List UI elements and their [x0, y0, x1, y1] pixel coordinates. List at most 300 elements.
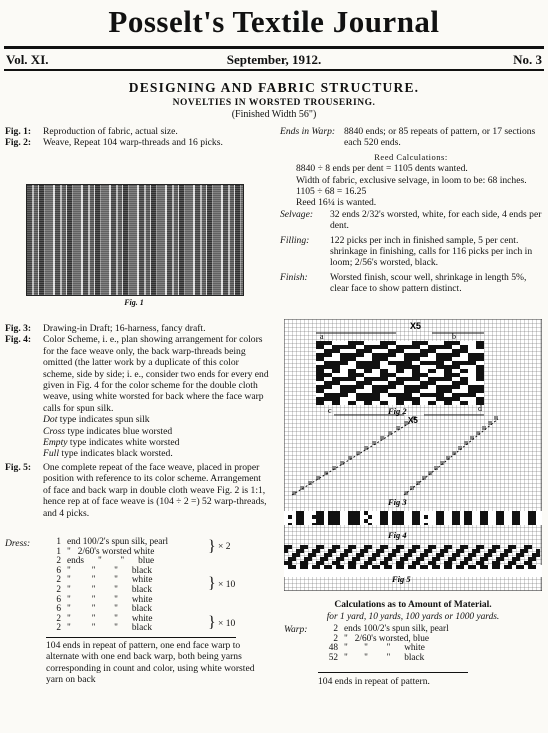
color-stripe-black: [512, 511, 516, 525]
weave-cell: [336, 349, 340, 353]
weave-cell: [352, 377, 356, 381]
weave-cell: [476, 357, 480, 361]
material-row: 2 ends 100/2's spun silk, pearl: [333, 624, 449, 634]
twill-cell: [456, 553, 460, 557]
twill-cell: [472, 553, 476, 557]
twill-cell: [332, 561, 336, 565]
weave-cell: [476, 353, 480, 357]
weave-cell: [416, 373, 420, 377]
twill-cell: [520, 565, 524, 569]
weave-cell: [352, 373, 356, 377]
weave-cell: [332, 397, 336, 401]
weave-cell: [328, 341, 332, 345]
twill-cell: [364, 549, 368, 553]
weave-cell: [348, 373, 352, 377]
weave-cell: [424, 353, 428, 357]
type-legend: Dot type indicates spun silk Cross type indicates blue worsted Empty type indicates white worsted Full type indicates black worsted.: [43, 414, 180, 460]
weave-cell: [356, 397, 360, 401]
weave-cell: [364, 345, 368, 349]
twill-cell: [376, 565, 380, 569]
weave-cell: [436, 393, 440, 397]
weave-cell: [360, 353, 364, 357]
twill-cell: [500, 557, 504, 561]
twill-cell: [340, 557, 344, 561]
twill-cell: [296, 549, 300, 553]
weave-cell: [416, 397, 420, 401]
weave-cell: [328, 385, 332, 389]
weave-cell: [352, 357, 356, 361]
weave-cell: [352, 369, 356, 373]
weave-cell: [444, 373, 448, 377]
weave-cell: [392, 349, 396, 353]
weave-cell: [376, 385, 380, 389]
weave-cell: [376, 353, 380, 357]
color-stripe-black: [500, 511, 504, 525]
weave-cell: [424, 385, 428, 389]
twill-cell: [316, 565, 320, 569]
weave-cell: [464, 393, 468, 397]
weave-cell: [456, 381, 460, 385]
twill-cell: [424, 553, 428, 557]
color-stripe-black: [328, 511, 332, 525]
twill-cell: [372, 553, 376, 557]
fig1-caption: Fig. 1: [124, 298, 144, 307]
weave-cell: [352, 341, 356, 345]
twill-cell: [400, 557, 404, 561]
weave-cell: [440, 385, 444, 389]
weave-cell: [336, 381, 340, 385]
twill-cell: [384, 545, 388, 549]
weave-cell: [396, 397, 400, 401]
weave-cell: [412, 365, 416, 369]
color-stripe-silk: [364, 511, 368, 525]
color-stripe-black: [440, 511, 444, 525]
weave-cell: [368, 361, 372, 365]
twill-cell: [368, 557, 372, 561]
repeat-note: 104 ends in repeat of pattern, one end face warp to alternate with one end back warp, both being yarns corresponding in count and color, using white worsted yarn on back: [46, 640, 255, 686]
twill-cell: [364, 545, 368, 549]
twill-cell: [336, 557, 340, 561]
color-stripe-black: [516, 511, 520, 525]
weave-cell: [468, 389, 472, 393]
weave-cell: [408, 377, 412, 381]
twill-cell: [532, 557, 536, 561]
color-stripe-black: [456, 511, 460, 525]
weave-cell: [368, 377, 372, 381]
weave-cell: [452, 341, 456, 345]
weave-cell: [324, 397, 328, 401]
twill-cell: [420, 557, 424, 561]
weave-cell: [368, 369, 372, 373]
weave-cell: [468, 393, 472, 397]
weave-cell: [432, 401, 436, 405]
weave-cell: [440, 345, 444, 349]
twill-cell: [288, 545, 292, 549]
color-stripe-black: [396, 511, 400, 525]
weave-cell: [472, 361, 476, 365]
weave-cell: [384, 401, 388, 405]
weave-cell: [356, 381, 360, 385]
weave-cell: [364, 349, 368, 353]
weave-cell: [332, 365, 336, 369]
twill-cell: [512, 557, 516, 561]
weave-cell: [320, 401, 324, 405]
weave-cell: [380, 353, 384, 357]
twill-cell: [536, 553, 540, 557]
weave-cell: [464, 361, 468, 365]
weave-cell: [316, 357, 320, 361]
weave-cell: [344, 393, 348, 397]
twill-cell: [408, 553, 412, 557]
weave-cell: [360, 381, 364, 385]
weave-cell: [436, 357, 440, 361]
weave-cell: [388, 349, 392, 353]
weave-cell: [448, 369, 452, 373]
weave-cell: [376, 345, 380, 349]
twill-cell: [396, 561, 400, 565]
weave-cell: [344, 377, 348, 381]
color-stripe-black: [348, 511, 352, 525]
weave-cell: [480, 341, 484, 345]
twill-cell: [428, 561, 432, 565]
weave-cell: [448, 397, 452, 401]
twill-cell: [492, 549, 496, 553]
dress-row: 2 " " " white: [56, 575, 153, 586]
twill-cell: [332, 545, 336, 549]
weave-cell: [412, 353, 416, 357]
weave-cell: [444, 357, 448, 361]
twill-cell: [516, 557, 520, 561]
weave-cell: [320, 389, 324, 393]
twill-cell: [372, 565, 376, 569]
weave-cell: [356, 365, 360, 369]
twill-cell: [492, 565, 496, 569]
x5-top-label: X5: [410, 321, 422, 331]
twill-cell: [388, 557, 392, 561]
twill-cell: [312, 553, 316, 557]
weave-cell: [336, 393, 340, 397]
weave-cell: [408, 393, 412, 397]
dress-row: 1 " 2/60's worsted white: [56, 546, 155, 557]
weave-cell: [368, 393, 372, 397]
twill-cell: [536, 549, 540, 553]
weave-cell: [360, 349, 364, 353]
weave-cell: [324, 373, 328, 377]
weave-cell: [412, 389, 416, 393]
weave-cell: [364, 393, 368, 397]
weave-cell: [448, 353, 452, 357]
weave-cell: [448, 377, 452, 381]
weave-cell: [320, 345, 324, 349]
weave-cell: [364, 381, 368, 385]
weave-cell: [408, 365, 412, 369]
weave-cell: [332, 377, 336, 381]
twill-cell: [468, 557, 472, 561]
weave-cell: [376, 361, 380, 365]
weave-cell: [332, 381, 336, 385]
weave-cell: [340, 353, 344, 357]
weave-cell: [376, 357, 380, 361]
twill-cell: [344, 549, 348, 553]
label-a: a: [320, 332, 324, 341]
twill-cell: [300, 561, 304, 565]
weave-cell: [432, 361, 436, 365]
twill-cell: [484, 565, 488, 569]
dress-row: 2 " " " white: [56, 613, 153, 624]
twill-cell: [524, 561, 528, 565]
weave-cell: [396, 381, 400, 385]
twill-cell: [432, 545, 436, 549]
twill-cell: [304, 545, 308, 549]
weave-cell: [472, 393, 476, 397]
twill-cell: [400, 545, 404, 549]
twill-cell: [336, 565, 340, 569]
twill-cell: [520, 553, 524, 557]
twill-cell: [496, 557, 500, 561]
twill-cell: [316, 549, 320, 553]
twill-cell: [512, 561, 516, 565]
weave-cell: [360, 385, 364, 389]
weave-cell: [320, 353, 324, 357]
twill-cell: [412, 565, 416, 569]
twill-cell: [448, 545, 452, 549]
weave-cell: [480, 369, 484, 373]
weave-cell: [368, 401, 372, 405]
weave-cell: [456, 361, 460, 365]
twill-cell: [352, 545, 356, 549]
twill-cell: [476, 561, 480, 565]
twill-cell: [528, 561, 532, 565]
twill-cell: [428, 545, 432, 549]
weave-cell: [340, 389, 344, 393]
weave-cell: [448, 341, 452, 345]
label-b: b: [452, 332, 456, 341]
weave-cell: [344, 389, 348, 393]
issue-bar: [6, 52, 542, 68]
weave-cell: [464, 377, 468, 381]
weave-cell: [424, 361, 428, 365]
weave-cell: [464, 345, 468, 349]
weave-cell: [336, 377, 340, 381]
weave-cell: [428, 401, 432, 405]
twill-cell: [312, 549, 316, 553]
weave-cell: [440, 357, 444, 361]
color-stripe-silk: [424, 511, 428, 525]
weave-cell: [376, 365, 380, 369]
weave-cell: [416, 353, 420, 357]
twill-cell: [392, 553, 396, 557]
weave-cell: [436, 361, 440, 365]
twill-cell: [420, 553, 424, 557]
twill-cell: [448, 561, 452, 565]
weave-cell: [384, 377, 388, 381]
weave-cell: [316, 401, 320, 405]
weave-cell: [392, 373, 396, 377]
weave-cell: [316, 341, 320, 345]
weave-cell: [320, 385, 324, 389]
weave-cell: [444, 353, 448, 357]
weave-cell: [356, 385, 360, 389]
weave-cell: [388, 381, 392, 385]
width-note: (Finished Width 56"): [231, 109, 317, 120]
twill-cell: [496, 565, 500, 569]
twill-cell: [340, 553, 344, 557]
dress-row: 2 " " " black: [56, 584, 152, 595]
twill-cell: [468, 565, 472, 569]
dress-row: 1 end 100/2's spun silk, pearl: [56, 537, 169, 547]
weave-cell: [408, 357, 412, 361]
twill-cell: [400, 561, 404, 565]
twill-cell: [428, 549, 432, 553]
twill-cell: [528, 557, 532, 561]
weave-cell: [452, 353, 456, 357]
weave-cell: [404, 397, 408, 401]
weave-cell: [456, 393, 460, 397]
weave-cell: [480, 345, 484, 349]
weave-cell: [384, 345, 388, 349]
twill-cell: [384, 557, 388, 561]
twill-cell: [492, 545, 496, 549]
twill-cell: [388, 553, 392, 557]
weave-cell: [380, 341, 384, 345]
twill-cell: [472, 565, 476, 569]
weave-cell: [460, 349, 464, 353]
twill-cell: [496, 545, 500, 549]
weave-cell: [316, 397, 320, 401]
weave-cell: [356, 349, 360, 353]
twill-cell: [308, 553, 312, 557]
section-title: DESIGNING AND FABRIC STRUCTURE.: [128, 80, 420, 95]
weave-cell: [392, 341, 396, 345]
twill-cell: [284, 549, 288, 553]
weave-cell: [464, 349, 468, 353]
weave-cell: [348, 353, 352, 357]
twill-cell: [444, 545, 448, 549]
twill-cell: [432, 561, 436, 565]
weave-cell: [332, 349, 336, 353]
twill-cell: [348, 565, 352, 569]
twill-cell: [304, 561, 308, 565]
twill-cell: [304, 557, 308, 561]
weave-cell: [412, 341, 416, 345]
weave-cell: [316, 377, 320, 381]
material-row: 2 " 2/60's worsted, blue: [333, 633, 430, 644]
weave-cell: [328, 365, 332, 369]
twill-cell: [532, 553, 536, 557]
twill-cell: [340, 565, 344, 569]
weave-cell: [412, 369, 416, 373]
weave-cell: [348, 341, 352, 345]
twill-cell: [336, 561, 340, 565]
weave-cell: [436, 377, 440, 381]
weave-cell: [452, 373, 456, 377]
twill-cell: [508, 545, 512, 549]
color-stripe-black: [356, 511, 360, 525]
fabric-photo: [26, 184, 244, 296]
color-stripe-black: [480, 511, 484, 525]
twill-cell: [444, 561, 448, 565]
weave-cell: [400, 361, 404, 365]
weave-cell: [364, 361, 368, 365]
x5-mid-label: X5: [408, 416, 418, 425]
twill-cell: [348, 545, 352, 549]
weave-cell: [420, 381, 424, 385]
weave-cell: [480, 397, 484, 401]
twill-cell: [456, 565, 460, 569]
weave-cell: [328, 361, 332, 365]
twill-cell: [352, 565, 356, 569]
weave-cell: [444, 377, 448, 381]
weave-cell: [396, 393, 400, 397]
weave-cell: [352, 385, 356, 389]
weave-cell: [452, 397, 456, 401]
weave-cell: [476, 385, 480, 389]
twill-cell: [528, 565, 532, 569]
weave-cell: [456, 353, 460, 357]
weave-cell: [316, 389, 320, 393]
weave-cell: [324, 353, 328, 357]
twill-cell: [324, 557, 328, 561]
weave-cell: [340, 345, 344, 349]
twill-cell: [416, 557, 420, 561]
weave-cell: [376, 389, 380, 393]
weave-cell: [436, 345, 440, 349]
twill-cell: [424, 565, 428, 569]
material-row: 48 " " " white: [328, 643, 425, 654]
twill-cell: [356, 557, 360, 561]
twill-cell: [460, 549, 464, 553]
weave-cell: [408, 353, 412, 357]
twill-cell: [436, 553, 440, 557]
twill-cell: [416, 561, 420, 565]
weave-cell: [440, 353, 444, 357]
twill-cell: [288, 561, 292, 565]
twill-cell: [516, 553, 520, 557]
weave-cell: [328, 353, 332, 357]
weave-cell: [320, 341, 324, 345]
weave-cell: [476, 377, 480, 381]
weave-cell: [340, 357, 344, 361]
weave-cell: [368, 365, 372, 369]
weave-cell: [416, 357, 420, 361]
weave-cell: [428, 369, 432, 373]
twill-cell: [432, 565, 436, 569]
weave-cell: [324, 365, 328, 369]
weave-cell: [412, 373, 416, 377]
weave-cell: [348, 369, 352, 373]
twill-cell: [352, 557, 356, 561]
twill-cell: [364, 561, 368, 565]
twill-cell: [504, 553, 508, 557]
volume: Vol. XI.: [6, 52, 49, 67]
weave-cell: [480, 377, 484, 381]
weave-cell: [472, 357, 476, 361]
weave-cell: [392, 393, 396, 397]
weave-cell: [332, 369, 336, 373]
weave-cell: [392, 361, 396, 365]
weave-cell: [420, 349, 424, 353]
weave-cell: [400, 349, 404, 353]
weave-cell: [444, 341, 448, 345]
color-stripe-silk: [288, 511, 292, 525]
weave-cell: [448, 373, 452, 377]
weave-cell: [408, 385, 412, 389]
weave-cell: [320, 357, 324, 361]
weave-cell: [384, 373, 388, 377]
weave-cell: [404, 357, 408, 361]
weave-cell: [388, 393, 392, 397]
twill-cell: [300, 545, 304, 549]
